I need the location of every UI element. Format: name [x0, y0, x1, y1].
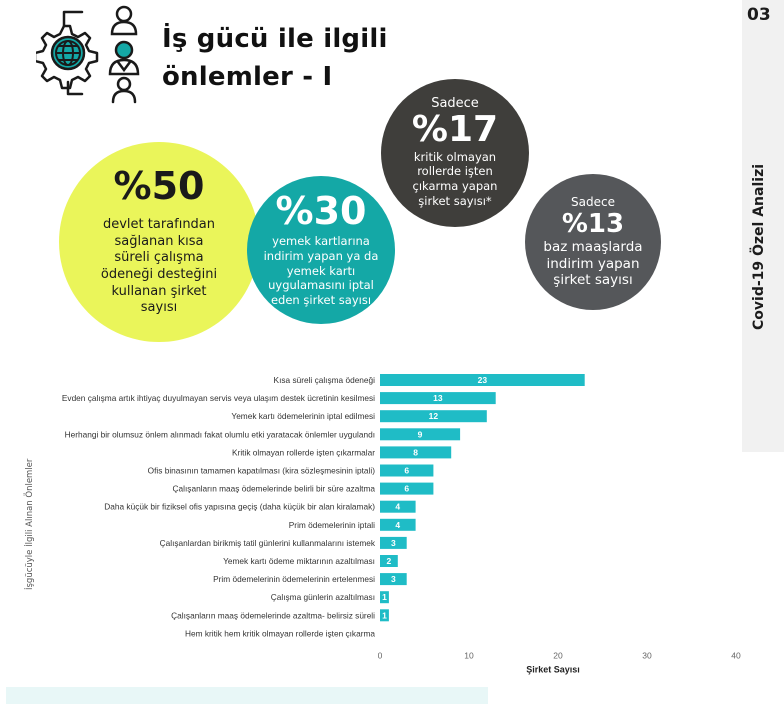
stat-value: %50	[113, 164, 205, 209]
data-label: 9	[417, 429, 423, 440]
category-label: Yemek kartı ödemelerinin iptal edilmesi	[231, 411, 375, 422]
chart-y-axis-label: İşgücüyle İlgili Alınan Önlemler	[25, 458, 35, 590]
stat-description: devlet tarafından sağlanan kısa süreli çalışma ödeneği desteğini kullanan şirket sayısı	[100, 217, 218, 316]
section-title: Covid-19 Özel Analizi	[751, 163, 767, 330]
stat-description: yemek kartlarına indirim yapan ya da yemek kartı uygulamasını iptal eden şirket sayısı	[263, 234, 379, 308]
category-label: Kısa süreli çalışma ödeneği	[273, 375, 375, 385]
page-title-line-1: İş gücü ile ilgili	[162, 24, 388, 54]
category-label: Evden çalışma artık ihtiyaç duyulmayan servis veya ulaşım destek ücretinin kesilmesi	[61, 393, 375, 404]
category-label: Çalışma günlerin azaltılması	[270, 592, 375, 603]
data-label: 4	[395, 519, 401, 530]
stat-bubble-layoffs	[381, 79, 529, 227]
stat-value: %17	[411, 108, 499, 150]
footer-strip	[6, 687, 488, 704]
category-label: Prim ödemelerinin ödemelerinin ertelenmesi	[213, 574, 375, 585]
category-label: Herhangi bir olumsuz önlem alınmadı fakat olumlu etki yaratacak önlemler uygulandı	[64, 429, 375, 440]
data-label: 8	[413, 447, 418, 458]
category-label: Yemek kartı ödeme miktarının azaltılması	[223, 556, 375, 566]
x-tick-label: 30	[642, 650, 652, 661]
data-label: 3	[390, 574, 396, 585]
stat-value: %30	[275, 189, 367, 234]
x-axis-label: Şirket Sayısı	[526, 664, 580, 675]
category-label: Prim ödemelerinin iptali	[288, 519, 375, 530]
stat-description: kritik olmayan rollerde işten çıkarma yapan şirket sayısı*	[412, 149, 498, 208]
stat-bubble-meal-cards	[247, 176, 395, 324]
x-tick-label: 40	[731, 650, 741, 661]
data-label: 6	[404, 465, 410, 476]
data-label: 12	[428, 411, 439, 422]
stat-bubble-base-salary	[525, 174, 661, 310]
page-number: 03	[747, 5, 771, 25]
x-tick-label: 20	[553, 650, 563, 661]
data-label: 1	[382, 592, 387, 603]
category-label: Daha küçük bir fiziksel ofis yapısına geçiş (daha küçük bir alan kiralamak)	[104, 501, 375, 512]
x-tick-label: 0	[377, 650, 383, 661]
category-label: Kritik olmayan rollerde işten çıkarmalar	[232, 447, 375, 458]
data-label: 3	[390, 537, 396, 548]
category-label: Çalışanların maaş ödemelerinde belirli bir süre azaltma	[172, 483, 375, 494]
data-label: 23	[477, 375, 488, 385]
stat-description: baz maaşlarda indirim yapan şirket sayısı	[543, 239, 643, 288]
data-label: 1	[382, 610, 387, 621]
category-label: Çalışanların maaş ödemelerinde azaltma- belirsiz süreli	[171, 610, 375, 621]
data-label: 13	[433, 393, 443, 404]
category-label: Ofis binasının tamamen kapatılması (kira sözleşmesinin iptali)	[147, 465, 375, 476]
page-title-line-2: önlemler - I	[162, 62, 333, 92]
workforce-gear-people-icon	[36, 2, 148, 106]
data-label: 2	[386, 556, 392, 566]
stat-value: %13	[561, 209, 625, 240]
category-label: Hem kritik hem kritik olmayan rollerde işten çıkarma	[185, 628, 375, 639]
data-label: 6	[404, 483, 410, 494]
stat-prefix: Sadece	[431, 96, 479, 112]
category-label: Çalışanlardan birikmiş tatil günlerini kullanmalarını istemek	[159, 537, 375, 548]
stat-bubble-short-time-allowance	[59, 142, 259, 342]
stat-prefix: Sadece	[571, 195, 615, 210]
measures-bar-chart	[0, 360, 784, 685]
x-tick-label: 10	[464, 650, 474, 661]
data-label: 4	[395, 501, 401, 512]
